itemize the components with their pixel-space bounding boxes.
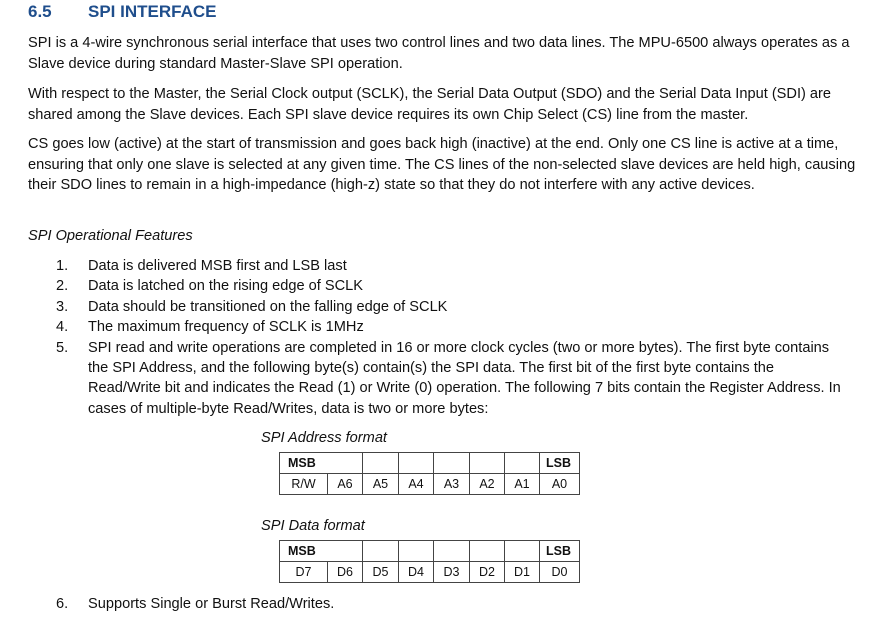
data-format-label: SPI Data format: [261, 518, 365, 534]
list-item-number: 3.: [56, 298, 69, 315]
table-row: [280, 474, 580, 495]
paragraph-master: With respect to the Master, the Serial Clock output (SCLK), the Serial Data Output (SDO) and the Serial Data Input (SDI) are shared among the Slave devices. Each SPI slave device requires its own Chip Select (CS) line from the master.: [28, 86, 832, 123]
msb-cell: MSB: [280, 541, 363, 562]
list-item-text: Data is delivered MSB first and LSB last: [88, 258, 347, 274]
paragraph-intro: SPI is a 4-wire synchronous serial interface that uses two control lines and two data lines. The MPU-6500 always operates as a Slave device during standard Master-Slave SPI operation.: [28, 35, 850, 72]
list-item-text: Data is latched on the rising edge of SCLK: [88, 278, 364, 295]
table-row: [280, 541, 580, 562]
list-item-number: 1.: [56, 258, 69, 274]
bit-cell: D2: [470, 562, 505, 583]
list-item-number: 6.: [56, 596, 69, 612]
features-heading: SPI Operational Features: [28, 228, 193, 244]
bit-cell: D3: [434, 562, 470, 583]
msb-cell: MSB: [280, 453, 363, 474]
list-item: [56, 317, 846, 337]
bit-cell: A4: [399, 474, 434, 495]
list-item-number: 5.: [56, 339, 69, 356]
lsb-cell: LSB: [540, 453, 580, 474]
bit-cell: D4: [399, 562, 434, 583]
paragraph-chip-select: CS goes low (active) at the start of transmission and goes back high (inactive) at the end. Only one CS line is active at a time, ensuring that only one slave is selected at any given time. The CS lines of the non-selected slave devices are held high, causing their SDO lines to remain in a high-impedance (high-z) state so that they do not interfere with any active devices.: [28, 136, 856, 194]
features-list-continued: [56, 594, 846, 614]
list-item: [56, 276, 846, 296]
data-format-table: [279, 540, 580, 583]
list-item-number: 4.: [56, 319, 69, 336]
list-item-text: The maximum frequency of SCLK is 1MHz: [88, 319, 364, 336]
features-list: [56, 256, 846, 419]
lsb-cell: LSB: [540, 541, 580, 562]
section-heading: [28, 2, 216, 22]
bit-cell: A3: [434, 474, 470, 495]
bit-cell: R/W: [280, 474, 328, 495]
list-item-text: SPI read and write operations are completed in 16 or more clock cycles (two or more bytes). The first byte contains the SPI Address, and the following byte(s) contain(s) the SPI data. The first bit of the first byte contains the Read/Write bit and indicates the Read (1) or Write (0) operation. The following 7 bits contain the Register Address. In cases of multiple-byte Read/Writes, data is two or more bytes:: [88, 339, 841, 417]
address-format-table: [279, 452, 580, 495]
bit-cell: A5: [363, 474, 399, 495]
address-format-label: SPI Address format: [261, 430, 387, 446]
list-item: [56, 594, 846, 614]
bit-cell: D5: [363, 562, 399, 583]
list-item-text: Data should be transitioned on the falling edge of SCLK: [88, 298, 448, 315]
bit-cell: A6: [328, 474, 363, 495]
bit-cell: D7: [280, 562, 328, 583]
list-item: [56, 256, 846, 276]
section-title: SPI INTERFACE: [88, 2, 217, 21]
list-item: [56, 338, 846, 420]
list-item: [56, 297, 846, 317]
table-row: [280, 453, 580, 474]
bit-cell: D0: [540, 562, 580, 583]
bit-cell: A2: [470, 474, 505, 495]
table-row: [280, 562, 580, 583]
bit-cell: D6: [328, 562, 363, 583]
bit-cell: D1: [505, 562, 540, 583]
bit-cell: A0: [540, 474, 580, 495]
list-item-text: Supports Single or Burst Read/Writes.: [88, 596, 335, 612]
section-number: 6.5: [28, 2, 52, 21]
list-item-number: 2.: [56, 278, 69, 295]
bit-cell: A1: [505, 474, 540, 495]
